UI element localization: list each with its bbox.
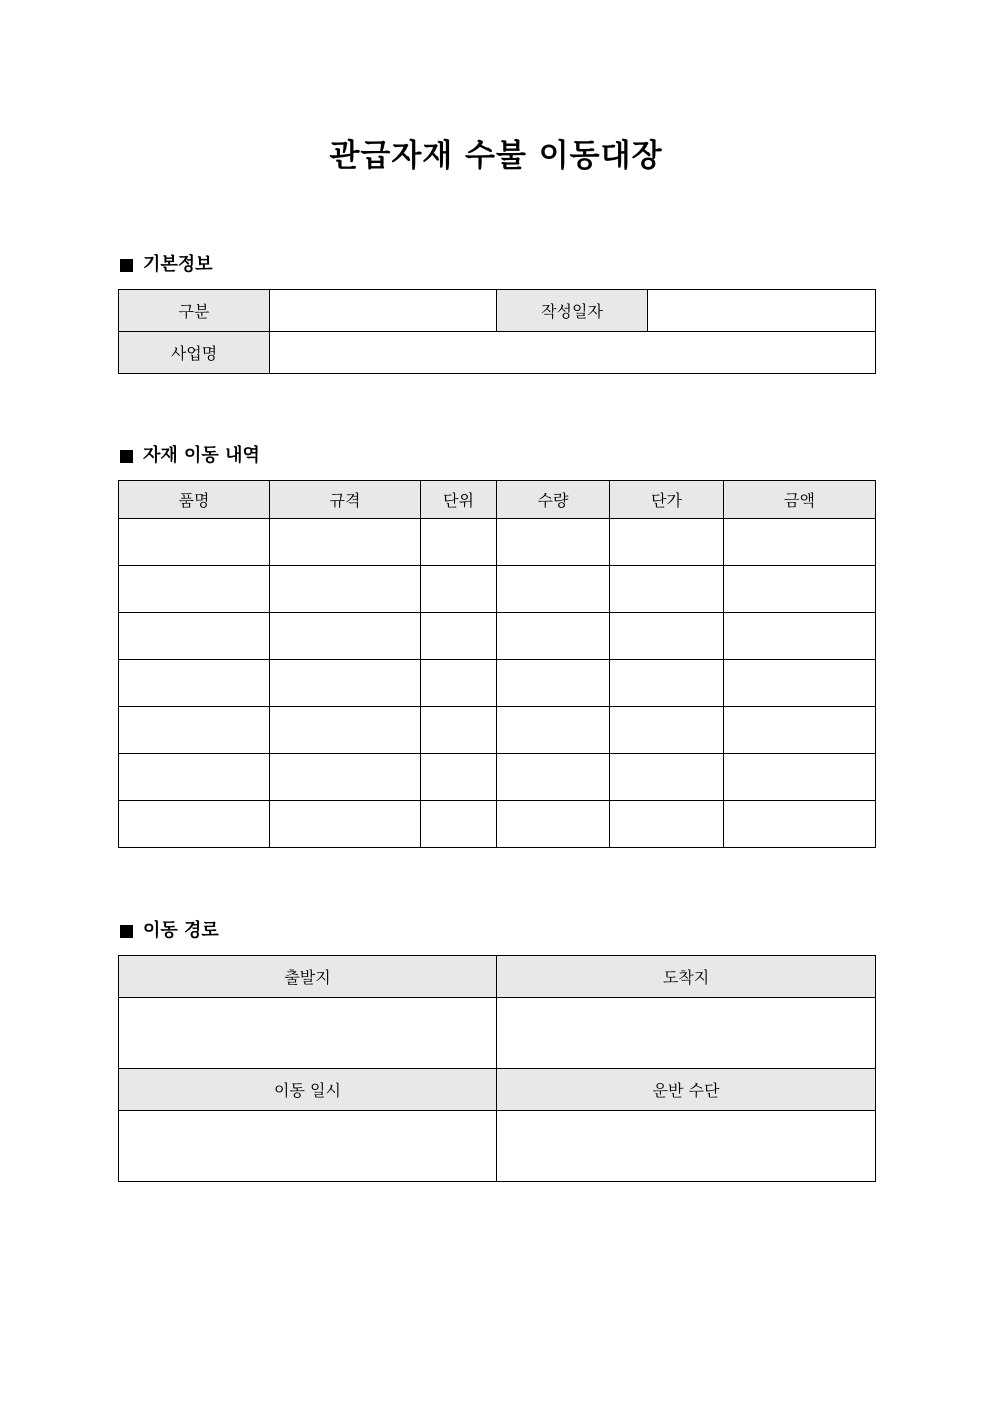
table-cell[interactable] [610, 613, 724, 660]
table-row [119, 1111, 876, 1182]
table-cell[interactable] [497, 613, 610, 660]
table-row [119, 660, 876, 707]
category-label: 구분 [119, 290, 270, 332]
section-heading-text: 기본정보 [143, 254, 213, 275]
table-cell[interactable] [724, 566, 876, 613]
origin-field[interactable] [119, 998, 497, 1069]
table-header-row [119, 481, 876, 519]
table-row [119, 332, 876, 374]
project-name-field[interactable] [270, 332, 876, 374]
square-bullet-icon [120, 259, 133, 272]
table-cell[interactable] [497, 519, 610, 566]
table-cell[interactable] [119, 660, 270, 707]
table-cell[interactable] [421, 566, 497, 613]
table-cell[interactable] [497, 801, 610, 848]
table-cell[interactable] [724, 707, 876, 754]
table-cell[interactable] [270, 519, 421, 566]
table-cell[interactable] [724, 660, 876, 707]
date-written-field[interactable] [648, 290, 876, 332]
table-cell[interactable] [421, 519, 497, 566]
column-header-quantity: 수량 [497, 481, 610, 519]
route-table [118, 955, 876, 1182]
table-row [119, 290, 876, 332]
move-datetime-label: 이동 일시 [119, 1069, 497, 1111]
table-row [119, 519, 876, 566]
transport-means-label: 운반 수단 [497, 1069, 876, 1111]
table-cell[interactable] [270, 754, 421, 801]
table-cell[interactable] [119, 566, 270, 613]
table-cell[interactable] [119, 519, 270, 566]
section-heading-material-movement [118, 444, 260, 468]
material-movement-table [118, 480, 876, 848]
table-cell[interactable] [270, 660, 421, 707]
table-cell[interactable] [724, 519, 876, 566]
column-header-amount: 금액 [724, 481, 876, 519]
table-cell[interactable] [497, 707, 610, 754]
section-heading-text: 자재 이동 내역 [143, 445, 260, 466]
column-header-unit: 단위 [421, 481, 497, 519]
table-cell[interactable] [497, 754, 610, 801]
table-cell[interactable] [610, 754, 724, 801]
table-cell[interactable] [421, 801, 497, 848]
square-bullet-icon [120, 450, 133, 463]
table-cell[interactable] [119, 801, 270, 848]
transport-means-field[interactable] [497, 1111, 876, 1182]
table-cell[interactable] [610, 801, 724, 848]
move-datetime-field[interactable] [119, 1111, 497, 1182]
table-row [119, 566, 876, 613]
section-heading-route [118, 919, 219, 943]
date-written-label: 작성일자 [497, 290, 648, 332]
table-cell[interactable] [724, 754, 876, 801]
column-header-item-name: 품명 [119, 481, 270, 519]
category-field[interactable] [270, 290, 497, 332]
origin-label: 출발지 [119, 956, 497, 998]
table-row [119, 613, 876, 660]
table-cell[interactable] [421, 707, 497, 754]
table-cell[interactable] [270, 801, 421, 848]
table-cell[interactable] [270, 707, 421, 754]
table-row [119, 707, 876, 754]
destination-field[interactable] [497, 998, 876, 1069]
section-heading-text: 이동 경로 [143, 920, 219, 941]
section-heading-basic-info [118, 253, 213, 277]
table-row [119, 801, 876, 848]
table-cell[interactable] [724, 801, 876, 848]
table-cell[interactable] [610, 566, 724, 613]
column-header-spec: 규격 [270, 481, 421, 519]
table-cell[interactable] [270, 613, 421, 660]
table-cell[interactable] [119, 754, 270, 801]
table-cell[interactable] [119, 613, 270, 660]
square-bullet-icon [120, 925, 133, 938]
table-row [119, 998, 876, 1069]
table-header-row [119, 1069, 876, 1111]
basic-info-table [118, 289, 876, 374]
table-cell[interactable] [724, 613, 876, 660]
table-cell[interactable] [610, 519, 724, 566]
table-cell[interactable] [421, 613, 497, 660]
table-cell[interactable] [497, 660, 610, 707]
table-header-row [119, 956, 876, 998]
table-cell[interactable] [119, 707, 270, 754]
table-row [119, 754, 876, 801]
table-cell[interactable] [610, 707, 724, 754]
table-cell[interactable] [270, 566, 421, 613]
table-cell[interactable] [421, 754, 497, 801]
destination-label: 도착지 [497, 956, 876, 998]
table-cell[interactable] [421, 660, 497, 707]
document-title: 관급자재 수불 이동대장 [329, 138, 663, 174]
project-name-label: 사업명 [119, 332, 270, 374]
column-header-unit-price: 단가 [610, 481, 724, 519]
table-cell[interactable] [610, 660, 724, 707]
table-cell[interactable] [497, 566, 610, 613]
